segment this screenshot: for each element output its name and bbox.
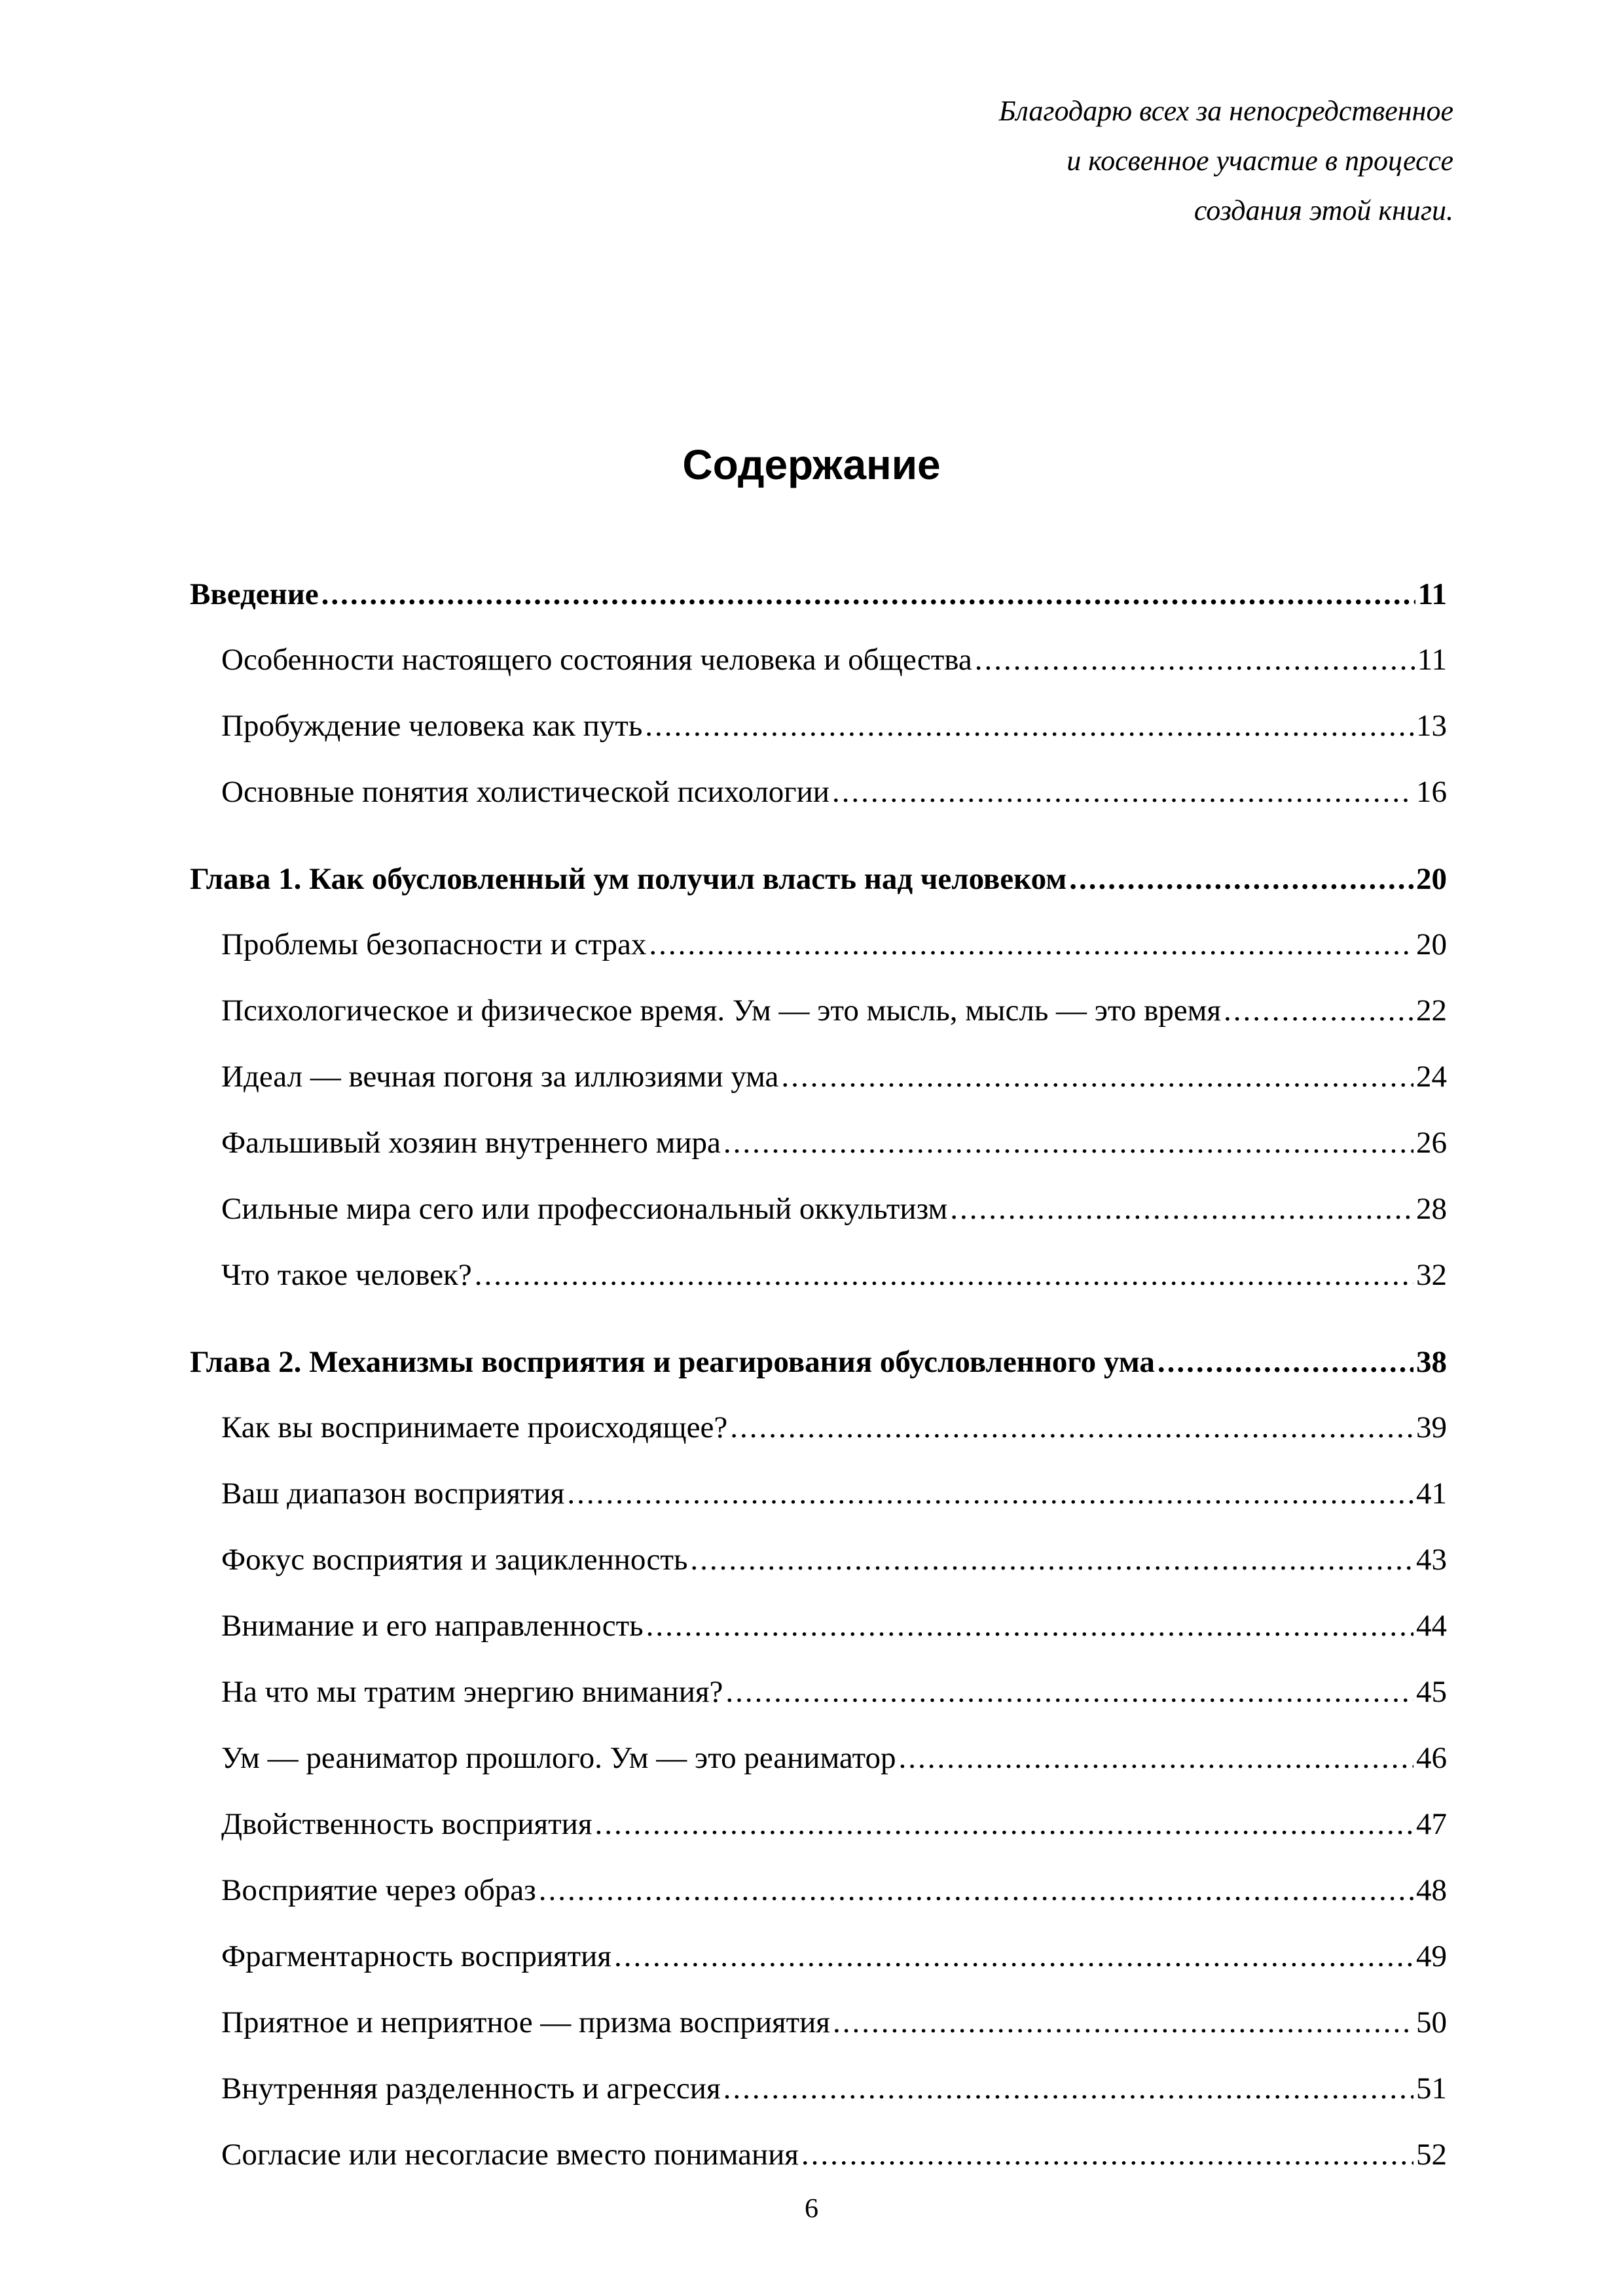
toc-item-page: 16 xyxy=(1416,775,1447,809)
epigraph-line: создания этой книги. xyxy=(1194,194,1453,226)
dot-leader xyxy=(321,562,1415,627)
toc-chapter-title: Глава 1. Как обусловленный ум получил власть над человеком xyxy=(190,862,1067,896)
toc-item-page: 46 xyxy=(1416,1741,1447,1775)
toc-item[interactable] xyxy=(0,1242,1447,1308)
toc-item-page: 50 xyxy=(1416,2005,1447,2039)
toc-item-title: Фальшивый хозяин внутреннего мира xyxy=(221,1126,721,1160)
toc-section xyxy=(0,562,1623,825)
toc-item-title: Восприятие через образ xyxy=(221,1873,536,1907)
toc-item-page: 32 xyxy=(1416,1258,1447,1292)
dot-leader xyxy=(594,1791,1413,1857)
dot-leader xyxy=(723,2056,1413,2122)
dot-leader xyxy=(725,1659,1413,1725)
epigraph-line: Благодарю всех за непосредственное xyxy=(998,95,1453,127)
toc-item-title: Сильные мира сего или профессиональный оккультизм xyxy=(221,1192,948,1226)
toc-item-page: 24 xyxy=(1416,1060,1447,1094)
toc-item-page: 26 xyxy=(1416,1126,1447,1160)
toc-item[interactable] xyxy=(0,2122,1447,2188)
dot-leader xyxy=(975,627,1415,693)
toc-item-page: 49 xyxy=(1416,1939,1447,1973)
toc-item-page: 48 xyxy=(1416,1873,1447,1907)
epigraph xyxy=(799,86,1453,236)
toc-item[interactable] xyxy=(0,1593,1447,1659)
dot-leader xyxy=(646,1593,1413,1659)
toc-item-page: 44 xyxy=(1416,1609,1447,1643)
dot-leader xyxy=(645,693,1413,759)
dot-leader xyxy=(567,1461,1413,1527)
toc-item-page: 51 xyxy=(1416,2072,1447,2106)
toc-item[interactable] xyxy=(0,1659,1447,1725)
toc-chapter[interactable] xyxy=(0,846,1447,912)
toc-item[interactable] xyxy=(0,1461,1447,1527)
toc-item-page: 28 xyxy=(1416,1192,1447,1226)
toc-item-title: Внимание и его направленность xyxy=(221,1609,644,1643)
toc-item-title: Приятное и неприятное — призма восприятия xyxy=(221,2005,830,2039)
toc-item[interactable] xyxy=(0,1791,1447,1857)
dot-leader xyxy=(649,912,1413,978)
toc-chapter-page: 38 xyxy=(1416,1345,1447,1379)
toc-item-page: 20 xyxy=(1416,927,1447,961)
dot-leader xyxy=(898,1725,1413,1791)
dot-leader xyxy=(1069,846,1413,912)
toc-item-title: Как вы воспринимаете происходящее? xyxy=(221,1410,728,1444)
toc-item[interactable] xyxy=(0,1176,1447,1242)
toc-chapter-page: 20 xyxy=(1416,862,1447,896)
toc-section xyxy=(0,846,1623,1308)
dot-leader xyxy=(801,2122,1413,2188)
toc-item[interactable] xyxy=(0,1527,1447,1593)
toc-item-title: Проблемы безопасности и страх xyxy=(221,927,647,961)
toc-item-page: 52 xyxy=(1416,2138,1447,2172)
dot-leader xyxy=(475,1242,1413,1308)
toc-item-title: Фокус восприятия и зацикленность xyxy=(221,1543,688,1577)
toc-item-page: 39 xyxy=(1416,1410,1447,1444)
toc-chapter-title: Глава 2. Механизмы восприятия и реагирования обусловленного ума xyxy=(190,1345,1155,1379)
toc-item[interactable] xyxy=(0,1990,1447,2056)
toc-item-title: Идеал — вечная погоня за иллюзиями ума xyxy=(221,1060,779,1094)
toc-item[interactable] xyxy=(0,2056,1447,2122)
toc-item-page: 11 xyxy=(1417,643,1447,677)
page-number: 6 xyxy=(805,2194,818,2224)
epigraph-line: и косвенное участие в процессе xyxy=(1067,145,1453,177)
toc-item-title: Ум — реаниматор прошлого. Ум — это реаниматор xyxy=(221,1741,896,1775)
toc-item[interactable] xyxy=(0,912,1447,978)
toc-item[interactable] xyxy=(0,1857,1447,1924)
toc-item[interactable] xyxy=(0,759,1447,825)
toc-item[interactable] xyxy=(0,627,1447,693)
toc-item-title: Фрагментарность восприятия xyxy=(221,1939,611,1973)
dot-leader xyxy=(833,1990,1413,2056)
toc-item-title: Внутренняя разделенность и агрессия xyxy=(221,2072,721,2106)
toc-item[interactable] xyxy=(0,1725,1447,1791)
toc-item-title: Двойственность восприятия xyxy=(221,1807,593,1841)
toc-item-page: 43 xyxy=(1416,1543,1447,1577)
toc-item-title: Ваш диапазон восприятия xyxy=(221,1477,565,1511)
toc-item-title: Что такое человек? xyxy=(221,1258,472,1292)
toc-item[interactable] xyxy=(0,1924,1447,1990)
table-of-contents xyxy=(0,562,1623,2209)
toc-item[interactable] xyxy=(0,1395,1447,1461)
dot-leader xyxy=(781,1044,1413,1110)
dot-leader xyxy=(950,1176,1413,1242)
toc-item-title: Основные понятия холистической психологии xyxy=(221,775,830,809)
dot-leader xyxy=(539,1857,1413,1924)
toc-chapter[interactable] xyxy=(0,562,1447,627)
toc-chapter-page: 11 xyxy=(1417,577,1447,611)
toc-item-title: На что мы тратим энергию внимания? xyxy=(221,1675,723,1709)
toc-item-title: Психологическое и физическое время. Ум — это мысль, мысль — это время xyxy=(221,994,1222,1028)
dot-leader xyxy=(832,759,1413,825)
toc-item-page: 41 xyxy=(1416,1477,1447,1511)
toc-item-page: 13 xyxy=(1416,709,1447,743)
dot-leader xyxy=(723,1110,1413,1176)
dot-leader xyxy=(1158,1329,1413,1395)
toc-item-page: 45 xyxy=(1416,1675,1447,1709)
toc-item[interactable] xyxy=(0,1044,1447,1110)
dot-leader xyxy=(614,1924,1413,1990)
dot-leader xyxy=(690,1527,1413,1593)
dot-leader xyxy=(730,1395,1413,1461)
toc-item-title: Особенности настоящего состояния человека и общества xyxy=(221,643,972,677)
toc-chapter-title: Введение xyxy=(190,577,319,611)
toc-item-title: Согласие или несогласие вместо понимания xyxy=(221,2138,799,2172)
toc-item-page: 47 xyxy=(1416,1807,1447,1841)
toc-title: Содержание xyxy=(682,441,941,488)
toc-item[interactable] xyxy=(0,1110,1447,1176)
toc-chapter[interactable] xyxy=(0,1329,1447,1395)
toc-section xyxy=(0,1329,1623,2188)
dot-leader xyxy=(1224,978,1413,1044)
toc-item-page: 22 xyxy=(1416,994,1447,1028)
toc-item[interactable] xyxy=(0,978,1447,1044)
toc-item[interactable] xyxy=(0,693,1447,759)
toc-item-title: Пробуждение человека как путь xyxy=(221,709,643,743)
